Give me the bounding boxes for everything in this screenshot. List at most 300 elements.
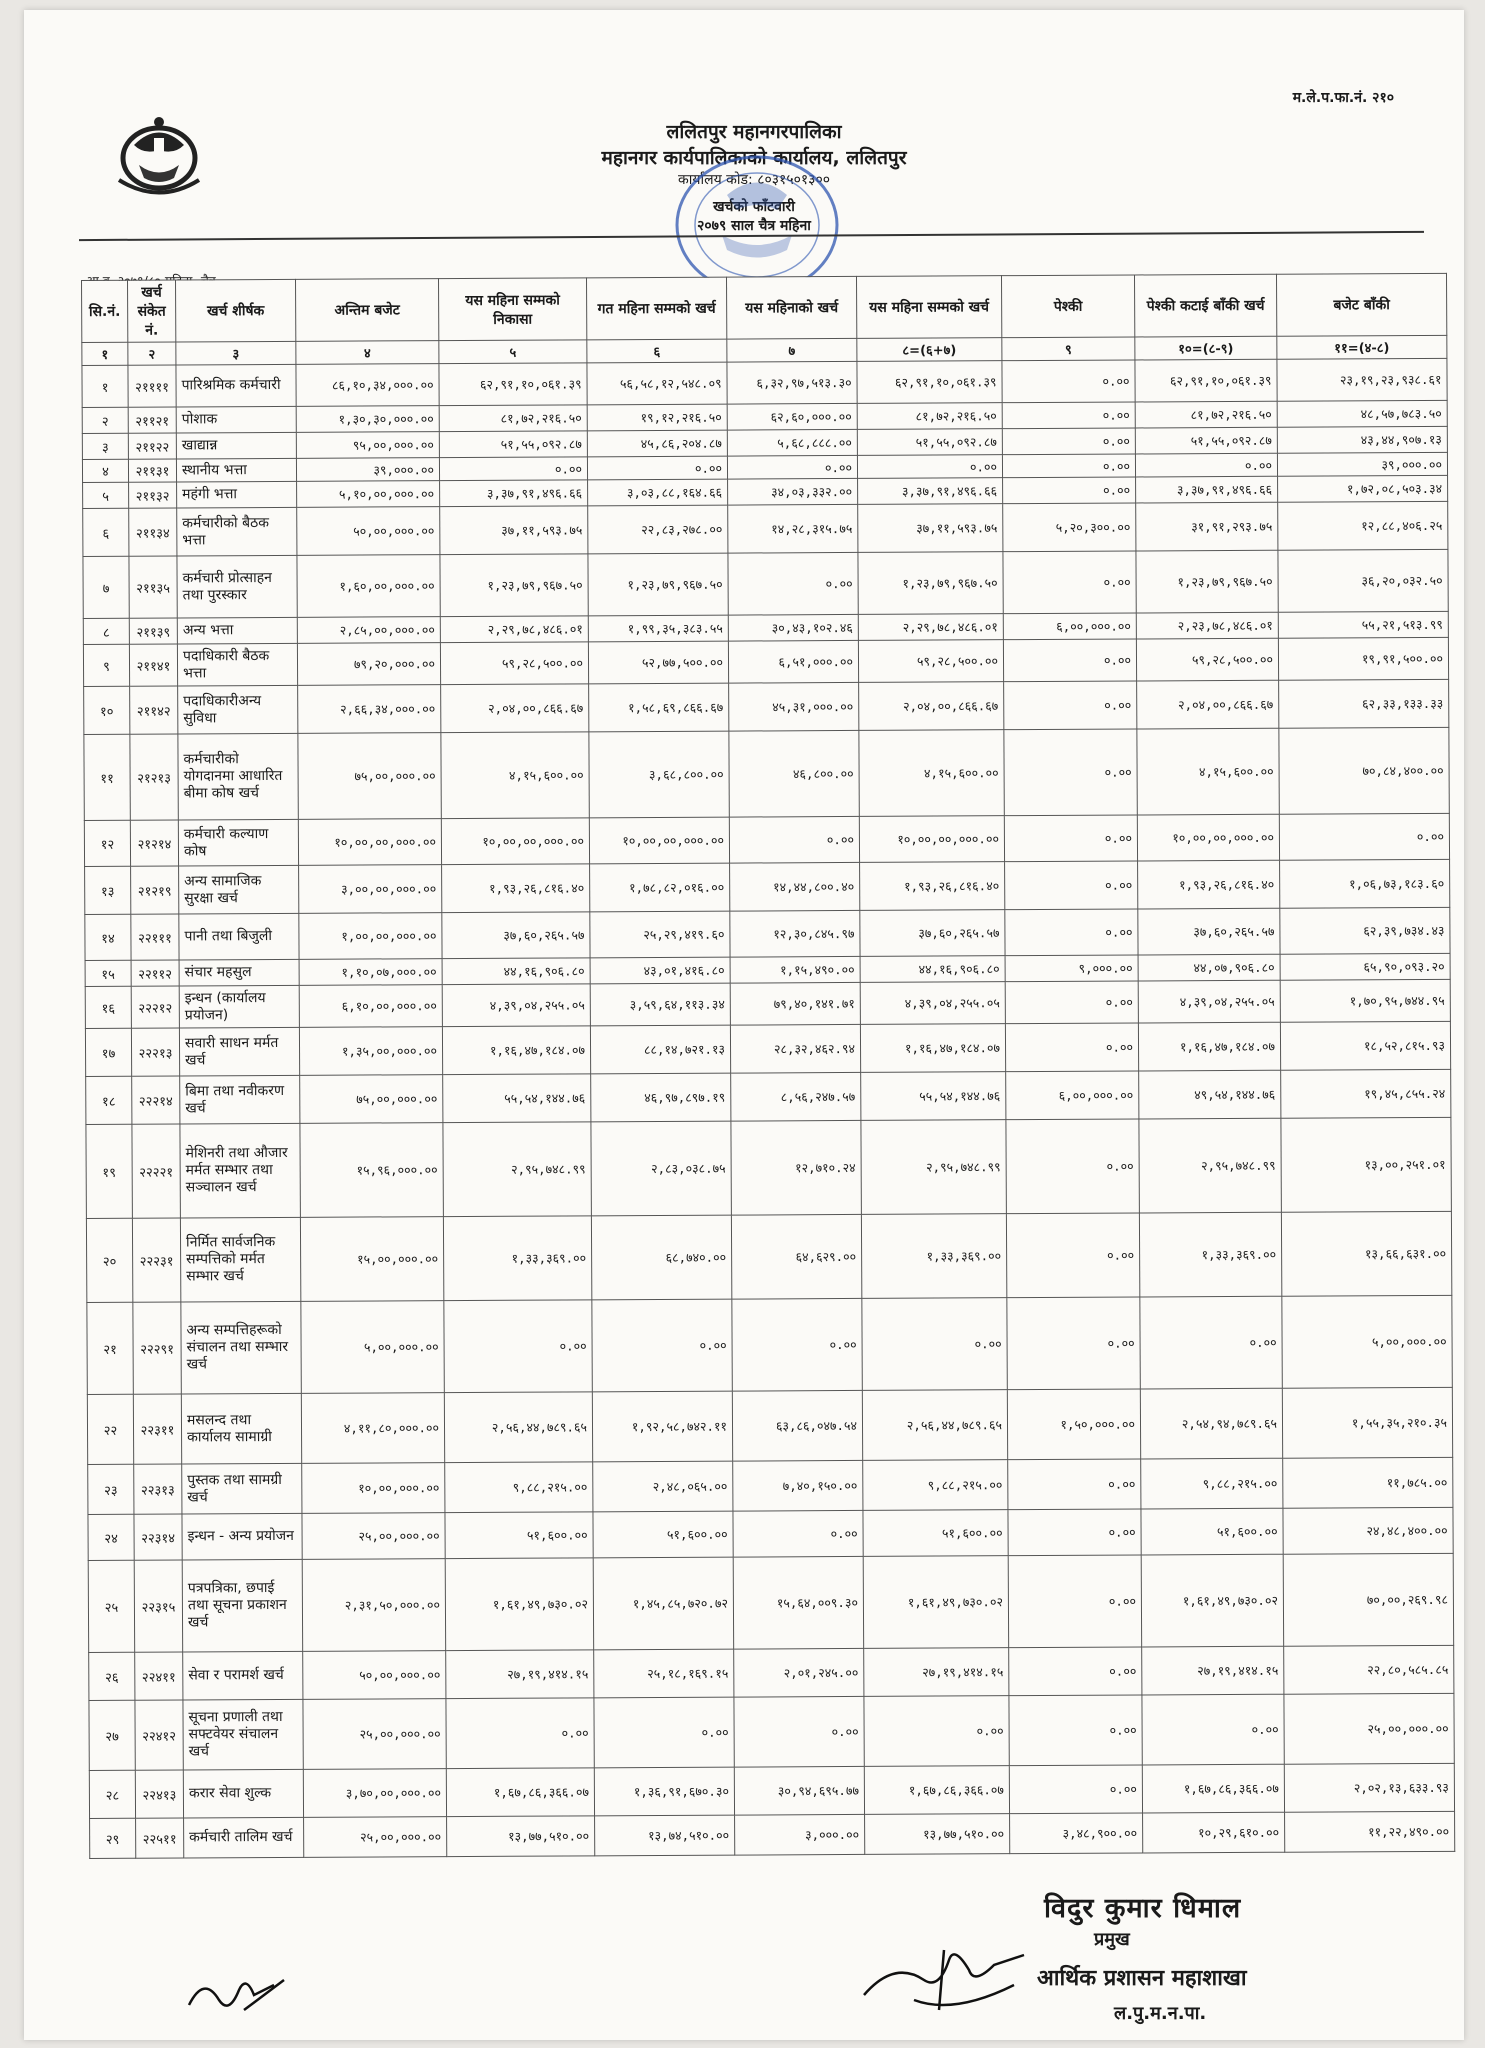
serial-number: ३ (82, 433, 128, 459)
col-header: यस महिनाको खर्च (726, 276, 856, 339)
amount-cell: ४६,९७,८९७.१९ (591, 1073, 731, 1122)
serial-number: २३ (88, 1464, 134, 1514)
amount-cell: १४,४४,८००.४० (730, 862, 860, 911)
amount-cell: ०.०० (862, 1298, 1007, 1391)
expense-code: २२४१२ (135, 1700, 183, 1770)
column-number: ११=(४-८) (1277, 335, 1447, 359)
col-header: खर्च संकेत नं. (128, 280, 176, 342)
amount-cell: ५,२०,३००.०० (1003, 503, 1136, 552)
amount-cell: ७९,२०,०००.०० (297, 643, 440, 686)
amount-cell: ३४,०३,३३२.०० (728, 478, 858, 505)
office-code: कार्यालय कोड: ८०३१५०१३०० (677, 172, 831, 189)
expense-title: मसलन्द तथा कार्यालय सामाग्री (181, 1393, 301, 1464)
column-number: ७ (727, 338, 857, 362)
amount-cell: ६२,३९,७३४.४३ (1280, 907, 1450, 954)
table-row (85, 979, 1450, 1028)
amount-cell: १३,७७,५१०.०० (447, 1816, 595, 1857)
expense-title: पारिश्रमिक कर्मचारी (176, 364, 296, 407)
expense-code: २२२९१ (133, 1302, 181, 1394)
amount-cell: ४४,१६,९०६.८० (442, 958, 590, 985)
col-header: सि.नं. (82, 280, 128, 342)
serial-number: २४ (88, 1514, 134, 1560)
amount-cell: १,७०,९५,७४४.९५ (1280, 979, 1450, 1022)
amount-cell: १,३३,३६९.०० (1139, 1212, 1281, 1297)
amount-cell: ५५,५४,१४४.७६ (861, 1072, 1006, 1121)
amount-cell: १,७८,८२,०१६.०० (590, 863, 730, 912)
amount-cell: ६८,७४०.०० (591, 1215, 731, 1300)
amount-cell: ०.०० (1002, 428, 1135, 455)
amount-cell: ०.०० (1009, 1765, 1142, 1814)
table-row (85, 1021, 1450, 1076)
serial-number: ९ (83, 644, 129, 686)
amount-cell: १,३६,९१,६७०.३० (594, 1767, 734, 1816)
signatory-name: विदुर कुमार धिमाल (1044, 1893, 1242, 1924)
serial-number: १० (84, 686, 130, 734)
expense-code: २११२२ (128, 433, 176, 459)
amount-cell: २५,००,०००.०० (1284, 1693, 1454, 1764)
expense-title: अन्य सामाजिक सुरक्षा खर्च (179, 865, 299, 914)
amount-cell: १,६७,८६,३६६.०७ (864, 1766, 1009, 1815)
expense-title: अन्य भत्ता (177, 617, 297, 644)
amount-cell: २२,८०,५८५.८५ (1284, 1645, 1454, 1694)
expense-code: २११३२ (129, 482, 177, 508)
amount-cell: ३,३७,९१,४९६.६६ (1136, 476, 1278, 503)
amount-cell: ०.०० (1005, 909, 1138, 956)
amount-cell: ०.०० (734, 1696, 864, 1767)
amount-cell: २,९५,७४८.९९ (861, 1120, 1006, 1215)
amount-cell: १,६१,४९,७३०.०२ (445, 1558, 593, 1651)
report-period: २०७९ साल चैत्र महिना (697, 218, 811, 235)
table-row (87, 1295, 1452, 1394)
amount-cell: १०,००,००,०००.०० (589, 817, 729, 864)
amount-cell: ५१,५५,०९२.८७ (1135, 427, 1277, 454)
amount-cell: ८८,१४,७२१.१३ (590, 1025, 730, 1074)
amount-cell: ११,२२,४९०.०० (1285, 1811, 1455, 1852)
expense-title: महंगी भत्ता (177, 481, 297, 508)
amount-cell: १,९३,२६,८१६.४० (860, 862, 1005, 911)
expense-code: २११४१ (129, 644, 177, 686)
amount-cell: १,१०,०७,०००.०० (299, 959, 442, 986)
expense-code: २२५११ (136, 1818, 184, 1858)
col-header: बजेट बाँकी (1276, 273, 1446, 336)
amount-cell: ७९,४०,१४१.७१ (730, 982, 860, 1025)
amount-cell: १८,५२,८१५.९३ (1280, 1021, 1450, 1070)
serial-number: १७ (85, 1028, 131, 1076)
expense-title: सेवा र परामर्श खर्च (183, 1651, 303, 1700)
amount-cell: १३,७४,५१०.०० (595, 1815, 735, 1856)
nepal-emblem-icon (104, 110, 214, 205)
amount-cell: ०.०० (1008, 1459, 1141, 1510)
amount-cell: २५,१८,१६९.१५ (594, 1649, 734, 1698)
expenditure-table (81, 273, 1455, 1859)
amount-cell: २७,१९,४१४.१५ (446, 1650, 594, 1699)
col-header: पेश्की (1001, 275, 1134, 338)
amount-cell: ६,००,०००.०० (1006, 1071, 1139, 1120)
amount-cell: ६२,९१,१०,०६१.३९ (1135, 359, 1277, 402)
expense-code: २२२२१ (132, 1124, 180, 1218)
table-row (89, 1693, 1454, 1770)
amount-cell: १,९९,३५,३८३.५५ (588, 615, 728, 642)
amount-cell: १२,८८,४०६.२५ (1278, 501, 1448, 550)
amount-cell: २,०४,००,८६६.६७ (859, 682, 1004, 731)
amount-cell: ०.०० (864, 1696, 1009, 1767)
serial-number: २२ (87, 1394, 133, 1464)
expense-title: इन्धन - अन्य प्रयोजन (182, 1513, 302, 1560)
expense-title: स्थानीय भत्ता (176, 458, 296, 482)
table-row (85, 907, 1450, 960)
amount-cell: १,६१,४९,७३०.०२ (1141, 1554, 1283, 1647)
serial-number: २७ (89, 1700, 135, 1770)
expense-code: २२३१४ (134, 1514, 182, 1560)
amount-cell: ३७,११,५९३.७५ (440, 506, 588, 555)
amount-cell: ०.०० (1004, 729, 1137, 816)
amount-cell: १,९३,२६,८१६.४० (1138, 860, 1280, 909)
form-number: म.ले.प.फा.नं. २१० (1292, 90, 1394, 106)
amount-cell: ५१,६००.०० (1141, 1508, 1283, 1555)
amount-cell: ३,४८,९००.०० (1010, 1813, 1143, 1854)
expense-title: खाद्यान्न (176, 432, 296, 459)
expense-code: २२४१३ (135, 1770, 183, 1818)
amount-cell: ४,३९,०४,२५५.०५ (1138, 980, 1280, 1023)
expense-title: कर्मचारी कल्याण कोष (178, 819, 298, 866)
amount-cell: १,७२,०८,५०३.३४ (1278, 475, 1448, 502)
expense-code: २२३१५ (134, 1560, 182, 1652)
amount-cell: १,९३,२६,८१६.४० (442, 864, 590, 913)
amount-cell: ०.०० (1008, 1509, 1141, 1556)
amount-cell: २,०४,००,८६६.६७ (441, 684, 589, 733)
amount-cell: ४,१५,६००.०० (1137, 728, 1279, 815)
amount-cell: २,८५,००,०००.०० (297, 617, 440, 644)
amount-cell: १,३५,००,०००.०० (299, 1027, 442, 1076)
expense-title: पोशाक (176, 406, 296, 433)
amount-cell: १,२३,७९,९६७.५० (858, 552, 1003, 615)
amount-cell: १,१५,४९०.०० (730, 956, 860, 983)
amount-cell: ८,५६,२४७.५७ (731, 1072, 861, 1121)
amount-cell: १५,६४,००९.३० (733, 1556, 863, 1649)
amount-cell: १४,२८,३१५.७५ (728, 504, 858, 553)
table-row (89, 1645, 1454, 1700)
expense-code: २२१११ (131, 914, 179, 960)
amount-cell: ०.०० (446, 1698, 594, 1769)
serial-number: ११ (84, 734, 130, 820)
amount-cell: ८६,१०,३४,०००.०० (296, 364, 439, 407)
amount-cell: ०.०० (1005, 861, 1138, 910)
amount-cell: ०.०० (1003, 639, 1136, 682)
serial-number: २० (86, 1218, 132, 1302)
document-page (24, 10, 1464, 2040)
amount-cell: ६२,६०,०००.०० (727, 403, 857, 430)
amount-cell: ३,३७,९१,४९६.६६ (858, 478, 1003, 505)
amount-cell: ३७,६०,२६५.५७ (442, 912, 590, 959)
column-number: ९ (1002, 337, 1135, 361)
amount-cell: ५,६८,८८८.०० (727, 429, 857, 456)
amount-cell: ३०,९४,६९५.७७ (734, 1766, 864, 1815)
expense-code: २२३११ (133, 1394, 181, 1464)
amount-cell: १,२३,७९,९६७.५० (1136, 550, 1278, 613)
expense-code: २११४२ (130, 686, 178, 734)
amount-cell: १५,००,०००.०० (300, 1217, 443, 1302)
amount-cell: २८,३२,४६२.९४ (730, 1024, 860, 1073)
amount-cell: ०.०० (1006, 1119, 1139, 1214)
table-row (83, 637, 1448, 686)
amount-cell: ३,३७,९१,४९६.६६ (440, 480, 588, 507)
amount-cell: ३,०३,८८,१६४.६६ (588, 479, 728, 506)
amount-cell: १०,००,००,०००.०० (1137, 814, 1279, 861)
amount-cell: २४,४८,४००.०० (1283, 1507, 1453, 1554)
amount-cell: ९,८८,२१५.०० (1141, 1458, 1283, 1509)
amount-cell: ४५,३१,०००.०० (729, 682, 859, 731)
amount-cell: ९,८८,२१५.०० (863, 1460, 1008, 1511)
amount-cell: ४८,५७,७८३.५० (1277, 400, 1447, 427)
amount-cell: १,४५,८५,७२०.७२ (593, 1557, 733, 1650)
serial-number: २६ (89, 1652, 135, 1700)
amount-cell: १५,९६,०००.०० (300, 1123, 443, 1218)
col-header: खर्च शीर्षक (176, 279, 296, 342)
amount-cell: १,५५,३५,२१०.३५ (1282, 1387, 1452, 1458)
amount-cell: ०.०० (1005, 981, 1138, 1024)
amount-cell: ४,३९,०४,२५५.०५ (860, 982, 1005, 1025)
table-row (83, 501, 1448, 556)
amount-cell: ६२,९१,१०,०६१.३९ (439, 363, 587, 406)
amount-cell: ६५,९०,०९३.२० (1280, 953, 1450, 980)
amount-cell: १,६७,८६,३६६.०७ (1142, 1764, 1284, 1813)
amount-cell: ६३,८६,०४७.५४ (732, 1390, 862, 1461)
expense-code: २११११ (128, 365, 176, 407)
expense-title: कर्मचारीको योगदानमा आधारित बीमा कोष खर्च (178, 733, 298, 820)
table-row (86, 1211, 1451, 1302)
amount-cell: ९५,००,०००.०० (296, 432, 439, 459)
amount-cell: २,९५,७४८.९९ (1139, 1118, 1281, 1213)
amount-cell: ०.०० (1005, 1023, 1138, 1072)
expense-code: २१२१३ (130, 734, 178, 820)
amount-cell: ६२,९१,१०,०६१.३९ (857, 361, 1002, 404)
amount-cell: ५६,५८,१२,५४८.०९ (587, 362, 727, 405)
amount-cell: ५१,५५,०९२.८७ (857, 429, 1002, 456)
expense-title: मेशिनरी तथा औजार मर्मत सम्भार तथा सञ्चालन खर्च (180, 1123, 300, 1218)
amount-cell: २५,००,०००.०० (303, 1699, 446, 1770)
amount-cell: ०.०० (594, 1697, 734, 1768)
table-row (86, 1069, 1451, 1124)
amount-cell: १,५८,६९,८६६.६७ (589, 683, 729, 732)
amount-cell: २,२९,७८,४८६.०१ (858, 614, 1003, 641)
expense-title: निर्मित सार्वजनिक सम्पत्तिको मर्मत सम्भार खर्च (180, 1217, 300, 1302)
amount-cell: १०,००,०००.०० (302, 1463, 445, 1514)
table-row (88, 1553, 1453, 1652)
amount-cell: ३,०००.०० (735, 1814, 865, 1855)
serial-number: १५ (85, 960, 131, 986)
amount-cell: ०.०० (1009, 1695, 1142, 1766)
expense-code: २२२१४ (132, 1076, 180, 1124)
amount-cell: ०.०० (1140, 1296, 1282, 1389)
amount-cell: १,०६,७३,१८३.६० (1280, 859, 1450, 908)
amount-cell: ०.०० (1279, 813, 1449, 860)
expense-code: २१२१९ (131, 866, 179, 914)
table-row (84, 813, 1449, 866)
amount-cell: १,३०,३०,०००.०० (296, 406, 439, 433)
amount-cell: ७५,००,०००.०० (298, 733, 441, 820)
amount-cell: ०.०० (1142, 1694, 1284, 1765)
column-number: ६ (587, 339, 727, 363)
serial-number: २ (82, 407, 128, 433)
amount-cell: ०.०० (444, 1300, 592, 1393)
expense-code: २२२३१ (132, 1218, 180, 1302)
amount-cell: ०.०० (1009, 1647, 1142, 1696)
amount-cell: ०.०० (1007, 1297, 1140, 1390)
expense-code: २२३१३ (134, 1464, 182, 1514)
amount-cell: ०.०० (729, 816, 859, 863)
amount-cell: २,०४,००,८६६.६७ (1137, 680, 1279, 729)
amount-cell: १९,९१,५००.०० (1278, 637, 1448, 680)
amount-cell: ३०,४३,१०२.४६ (728, 614, 858, 641)
amount-cell: २,३१,५०,०००.०० (302, 1559, 445, 1652)
amount-cell: ३,६८,८००.०० (589, 731, 729, 818)
column-number: ३ (176, 341, 296, 365)
amount-cell: २,४८,०६५.०० (593, 1461, 733, 1512)
amount-cell: ३,००,००,०००.०० (299, 865, 442, 914)
amount-cell: ४,१५,६००.०० (859, 730, 1004, 817)
expense-code: २१२१४ (130, 820, 178, 866)
amount-cell: १९,१२,२१६.५० (587, 404, 727, 431)
expense-title: संचार महसुल (179, 959, 299, 986)
amount-cell: १०,२९,६१०.०० (1143, 1812, 1285, 1853)
table-row (89, 1763, 1454, 1818)
amount-cell: १,३३,३६९.०० (443, 1216, 591, 1301)
amount-cell: ५२,७७,५००.०० (588, 641, 728, 684)
amount-cell: ६२,३३,१३३.३३ (1279, 679, 1449, 728)
amount-cell: २७,१९,४१४.१५ (864, 1648, 1009, 1697)
amount-cell: ३७,६०,२६५.५७ (860, 910, 1005, 957)
amount-cell: ४४,१६,९०६.८० (860, 956, 1005, 983)
amount-cell: ०.०० (1008, 1555, 1141, 1648)
amount-cell: ३६,२०,०३२.५० (1278, 549, 1448, 612)
amount-cell: ०.०० (1002, 402, 1135, 429)
amount-cell: २७,१९,४१४.१५ (1142, 1646, 1284, 1695)
expense-code: २२४११ (135, 1652, 183, 1700)
amount-cell: १०,००,००,०००.०० (859, 816, 1004, 863)
amount-cell: ०.०० (592, 1299, 732, 1392)
amount-cell: २,०२,१३,६३३.९३ (1284, 1763, 1454, 1812)
expense-title: पुस्तक तथा सामग्री खर्च (182, 1463, 302, 1514)
amount-cell: ४५,८६,२०४.८७ (587, 430, 727, 457)
expense-title: पदाधिकारी बैठक भत्ता (177, 643, 297, 686)
serial-number: ६ (83, 508, 129, 556)
serial-number: २८ (89, 1770, 135, 1818)
amount-cell: ४,१५,६००.०० (441, 732, 589, 819)
expense-code: २११३९ (129, 618, 177, 644)
amount-cell: १०,००,००,०००.०० (441, 818, 589, 865)
amount-cell: ०.०० (1002, 360, 1135, 403)
serial-number: ८ (83, 618, 129, 644)
amount-cell: ०.०० (1002, 454, 1135, 478)
amount-cell: ०.०० (727, 455, 857, 479)
expense-code: २११३४ (129, 508, 177, 556)
org-abbreviation: ल.पु.म.न.पा. (1114, 2003, 1207, 2024)
amount-cell: २२,८३,२७८.०० (588, 505, 728, 554)
table-body (82, 358, 1455, 1858)
expense-code: २२२१३ (131, 1028, 179, 1076)
amount-cell: २५,२९,४१९.६० (590, 911, 730, 958)
expense-code: २२११२ (131, 960, 179, 986)
serial-number: ७ (83, 556, 129, 618)
table-row (84, 679, 1449, 734)
expense-title: करार सेवा शुल्क (183, 1769, 303, 1818)
table-row (82, 358, 1447, 407)
expense-code: २११२१ (128, 407, 176, 433)
amount-cell: २३,१९,२३,९३८.६१ (1277, 358, 1447, 401)
serial-number: १९ (86, 1124, 132, 1218)
expense-title: कर्मचारी तालिम खर्च (184, 1817, 304, 1858)
amount-cell: १२,७१०.२४ (731, 1120, 861, 1215)
amount-cell: १,२३,७९,९६७.५० (588, 553, 728, 616)
amount-cell: ५०,००,०००.०० (297, 507, 440, 556)
amount-cell: ३१,९१,२९३.७५ (1136, 502, 1278, 551)
expense-title: बिमा तथा नवीकरण खर्च (180, 1075, 300, 1124)
amount-cell: ५१,५५,०९२.८७ (439, 431, 587, 458)
serial-number: ५ (83, 482, 129, 508)
amount-cell: ४३,०१,४१६.८० (590, 957, 730, 984)
amount-cell: ५,१०,००,०००.०० (297, 481, 440, 508)
table-row (88, 1507, 1453, 1560)
amount-cell: २,५६,४४,७८९.६५ (444, 1392, 592, 1463)
amount-cell: ०.०० (1003, 477, 1136, 504)
table-row (88, 1457, 1453, 1514)
amount-cell: ०.०० (1004, 681, 1137, 730)
amount-cell: १०,००,००,०००.०० (298, 819, 441, 866)
amount-cell: १,१६,४७,१८४.०७ (442, 1026, 590, 1075)
amount-cell: ६,००,०००.०० (1003, 613, 1136, 640)
amount-cell: ४,३९,०४,२५५.०५ (442, 984, 590, 1027)
col-header: अन्तिम बजेट (295, 279, 438, 342)
expense-title: कर्मचारी प्रोत्साहन तथा पुरस्कार (177, 555, 297, 618)
amount-cell: ०.०० (1003, 551, 1136, 614)
amount-cell: ०.०० (732, 1298, 862, 1391)
amount-cell: ३,५९,६४,११३.३४ (590, 983, 730, 1026)
amount-cell: ६,५१,०००.०० (728, 640, 858, 683)
amount-cell: १,१६,४७,१८४.०७ (860, 1024, 1005, 1073)
amount-cell: १,३३,३६९.०० (861, 1214, 1006, 1299)
serial-number: २५ (88, 1560, 134, 1652)
amount-cell: ५९,२८,५००.०० (440, 642, 588, 685)
table-row (85, 859, 1450, 914)
column-number: ८=(६+७) (857, 338, 1002, 362)
amount-cell: ५,००,०००.०० (301, 1301, 444, 1394)
amount-cell: २,५४,९४,७८९.६५ (1140, 1388, 1282, 1459)
amount-cell: १३,००,२५१.०१ (1281, 1117, 1451, 1212)
department-name: आर्थिक प्रशासन महाशाखा (1037, 1966, 1247, 1991)
expense-title: इन्धन (कार्यालय प्रयोजन) (179, 985, 299, 1028)
signatory-role: प्रमुख (1094, 1929, 1130, 1950)
amount-cell: १,००,००,०००.०० (299, 913, 442, 960)
amount-cell: ५९,२८,५००.०० (858, 640, 1003, 683)
handwritten-signature (184, 1965, 294, 2020)
amount-cell: १,१६,४७,१८४.०७ (1138, 1022, 1280, 1071)
report-title: खर्चको फाँटवारी (713, 199, 795, 216)
expense-title: पदाधिकारीअन्य सुविधा (178, 685, 298, 734)
amount-cell: ०.०० (857, 455, 1002, 479)
expense-code: २११३१ (128, 459, 176, 482)
amount-cell: १३,७७,५१०.०० (865, 1814, 1010, 1855)
amount-cell: ४६,८००.०० (729, 730, 859, 817)
amount-cell: ८१,७२,२१६.५० (439, 405, 587, 432)
amount-cell: ०.०० (1006, 1213, 1139, 1298)
amount-cell: १,५०,०००.०० (1007, 1389, 1140, 1460)
org-name: ललितपुर महानगरपालिका (666, 121, 842, 143)
amount-cell: १,९२,५८,७४२.११ (592, 1391, 732, 1462)
column-number: १०=(८-९) (1135, 336, 1277, 360)
amount-cell: १,६०,००,०००.०० (297, 555, 440, 618)
serial-number: १६ (85, 986, 131, 1028)
col-header: गत महिना सम्मको खर्च (586, 277, 726, 340)
